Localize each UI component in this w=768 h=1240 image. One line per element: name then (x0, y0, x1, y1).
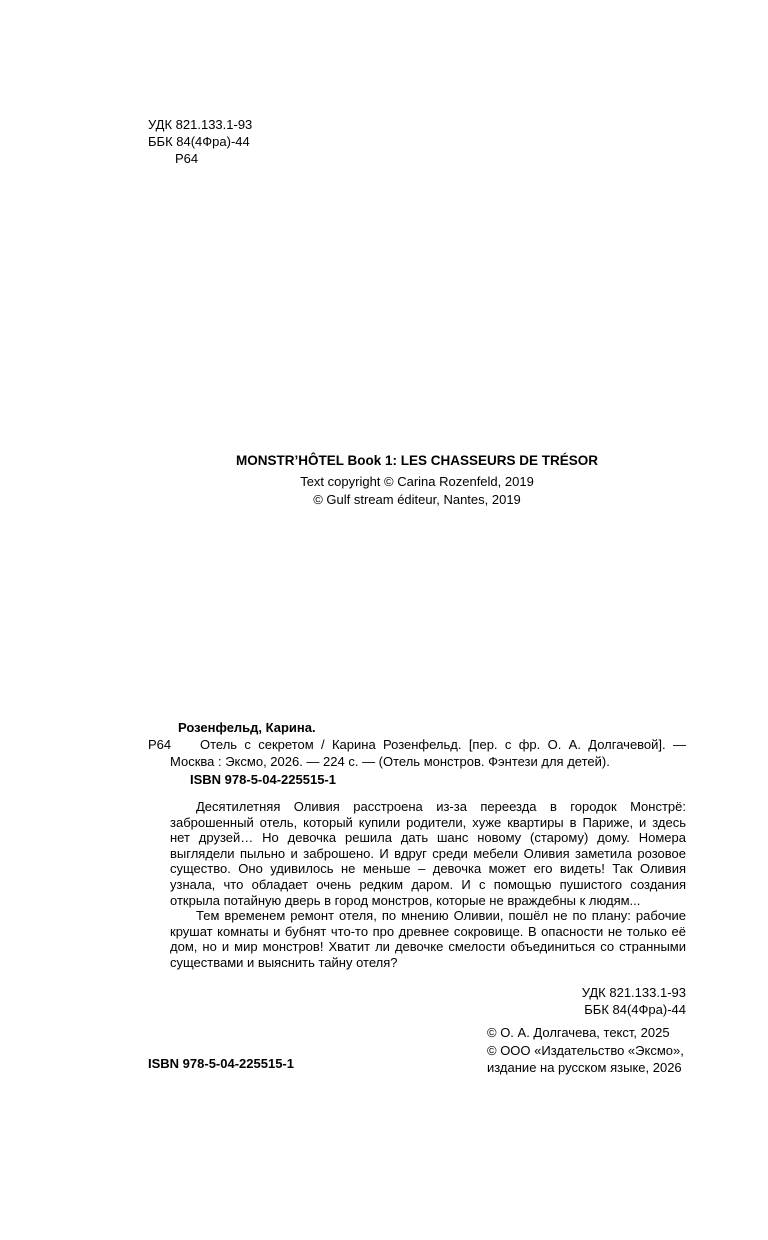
bibliographic-record (148, 719, 686, 788)
isbn-bottom: ISBN 978-5-04-225515-1 (148, 1056, 294, 1071)
russian-edition-copyrights (487, 1024, 684, 1077)
original-text-copyright: Text copyright © Carina Rozenfeld, 2019 (300, 474, 534, 489)
annotation-block (170, 799, 686, 971)
copyright-publisher-line-2: издание на русском языке, 2026 (487, 1060, 682, 1075)
biblio-description-text: Отель с секретом / Карина Розенфельд. [пер. с фр. О. А. Долгачевой]. — Москва : Эксмо, 2026. — 224 с. — (Отель монстров. Фэнтези для детей). (170, 737, 686, 769)
biblio-description (148, 736, 686, 770)
biblio-isbn: ISBN 978-5-04-225515-1 (190, 772, 336, 787)
original-title: MONSTR’HÔTEL Book 1: LES CHASSEURS DE TRÉSOR (235, 453, 599, 468)
biblio-author-code: Р64 (148, 737, 172, 752)
annotation-paragraph-1: Десятилетняя Оливия расстроена из-за переезда в городок Монстрё: заброшенный отель, который купили родители, хуже квартиры в Париже, и здесь нет друзей… Но девочка решила дать шанс новому (старому) дому. Номера выглядели пыльно и заброшено. И вдруг среди мебели Оливия заметила розовое существо. Оно удивилось не меньше – девочка может его видеть! Так Оливия узнала, что обладает очень редким даром. И с помощью пушистого создания открыла потайную дверь в город монстров, которые не враждебны к людям... (170, 799, 686, 908)
udk-code-bottom: УДК 821.133.1-93 (581, 985, 686, 1000)
copyright-translator-line: © О. А. Долгачева, текст, 2025 (487, 1025, 670, 1040)
original-edition-block (148, 452, 686, 509)
author-sign-code-top: Р64 (175, 151, 199, 166)
original-publisher-copyright: © Gulf stream éditeur, Nantes, 2019 (313, 492, 521, 507)
annotation-paragraph-2: Тем временем ремонт отеля, по мнению Оливии, пошёл не по плану: рабочие крушат комнаты и бубнят что-то про древнее сокровище. В опасности не только её дом, но и мир монстров! Хватит ли девочке смелости объединиться со странными существами и выяснить тайну отеля? (170, 908, 686, 970)
bottom-classification-codes (582, 984, 686, 1018)
top-classification-codes (148, 116, 252, 167)
biblio-author-heading: Розенфельд, Карина. (178, 720, 316, 735)
bbk-code-bottom: ББК 84(4Фра)-44 (584, 1002, 686, 1017)
copyright-publisher-line-1: © ООО «Издательство «Эксмо», (487, 1042, 684, 1058)
udk-code-top: УДК 821.133.1-93 (148, 117, 253, 132)
bbk-code-top: ББК 84(4Фра)-44 (148, 134, 250, 149)
